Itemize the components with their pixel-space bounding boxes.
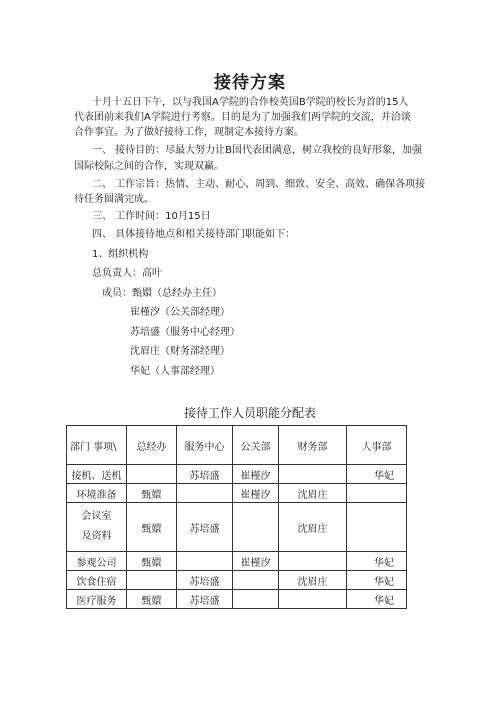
paragraph-line: 代表团前来我们A学院进行考察。目的是为了加强我们两学院的交流，并洽谈 [74, 112, 411, 123]
member-line: 华妃（人事部经理） [130, 366, 220, 377]
table-cell: 苏培盛 [177, 590, 233, 609]
table-cell [233, 571, 279, 590]
row-item-cell: 会议室 及资料 [67, 503, 127, 552]
row-item-cell: 环境准备 [67, 484, 127, 503]
column-header: 财务部 [279, 426, 347, 465]
table-cell [233, 590, 279, 609]
table-cell: 甄嬛 [127, 552, 177, 571]
table-cell: 崔槿汐 [233, 552, 279, 571]
table-row [67, 503, 407, 552]
table-cell [233, 503, 279, 552]
document-title: 接待方案 [214, 73, 286, 93]
table-cell: 华妃 [347, 552, 407, 571]
row-item-cell: 饮食住宿 [67, 571, 127, 590]
paragraph-line: 合作事宜。为了做好接待工作，现制定本接待方案。 [74, 127, 304, 138]
paragraph-line: 待任务圆满完成。 [74, 194, 154, 205]
table-cell: 甄嬛 [127, 590, 177, 609]
table-cell [279, 552, 347, 571]
table-cell: 华妃 [347, 590, 407, 609]
table-header-row [67, 426, 407, 465]
table-cell [279, 465, 347, 484]
member-line: 成员：甄嬛（总经办主任） [102, 288, 222, 299]
person-in-charge: 总负责人：高叶 [92, 268, 162, 279]
row-item-cell: 接机、送机 [67, 465, 127, 484]
table-cell: 沈眉庄 [279, 503, 347, 552]
table-corner-cell: 部门 事项\ [67, 426, 127, 465]
paragraph-line: 十月十五日下午，以与我国A学院的合作校英国B学院的校长为首的15人 [92, 97, 409, 108]
table-cell: 苏培盛 [177, 503, 233, 552]
table-cell: 沈眉庄 [279, 571, 347, 590]
column-header: 公关部 [233, 426, 279, 465]
table-cell: 崔槿汐 [233, 465, 279, 484]
table-cell [177, 552, 233, 571]
table-row [67, 465, 407, 484]
table-cell [279, 590, 347, 609]
table-cell [127, 571, 177, 590]
section-heading: 1、组织机构 [92, 249, 149, 260]
column-header: 服务中心 [177, 426, 233, 465]
row-item-cell: 参观公司 [67, 552, 127, 571]
table-cell [347, 503, 407, 552]
paragraph-line: 三、 工作时间：10月15日 [92, 211, 211, 222]
table-cell: 甄嬛 [127, 484, 177, 503]
table-row [67, 571, 407, 590]
table-row [67, 484, 407, 503]
table-cell [177, 484, 233, 503]
member-line: 苏培盛（服务中心经理） [130, 327, 240, 338]
table-cell: 华妃 [347, 571, 407, 590]
paragraph-line: 二、 工作宗旨：热情、主动、耐心、周到、细致、安全、高效、确保各项接 [92, 179, 426, 190]
table-cell: 苏培盛 [177, 571, 233, 590]
table-cell: 甄嬛 [127, 503, 177, 552]
table-cell: 华妃 [347, 465, 407, 484]
column-header: 总经办 [127, 426, 177, 465]
column-header: 人事部 [347, 426, 407, 465]
table-cell [347, 484, 407, 503]
member-line: 沈眉庄（财务部经理） [130, 346, 230, 357]
table-cell: 苏培盛 [177, 465, 233, 484]
table-cell: 沈眉庄 [279, 484, 347, 503]
row-item-cell: 医疗服务 [67, 590, 127, 609]
duty-table [66, 425, 407, 609]
paragraph-line: 一、 接待目的：尽最大努力让B国代表团满意，树立我校的良好形象，加强 [92, 145, 423, 156]
table-title: 接待工作人员职能分配表 [183, 406, 316, 420]
table-cell [127, 465, 177, 484]
table-cell: 崔槿汐 [233, 484, 279, 503]
table-row [67, 552, 407, 571]
paragraph-line: 四、 具体接待地点和相关接待部门职能如下： [92, 229, 296, 240]
paragraph-line: 国际校际之间的合作，实现双赢。 [74, 161, 224, 172]
table-row [67, 590, 407, 609]
member-line: 崔槿汐（公关部经理） [130, 307, 230, 318]
